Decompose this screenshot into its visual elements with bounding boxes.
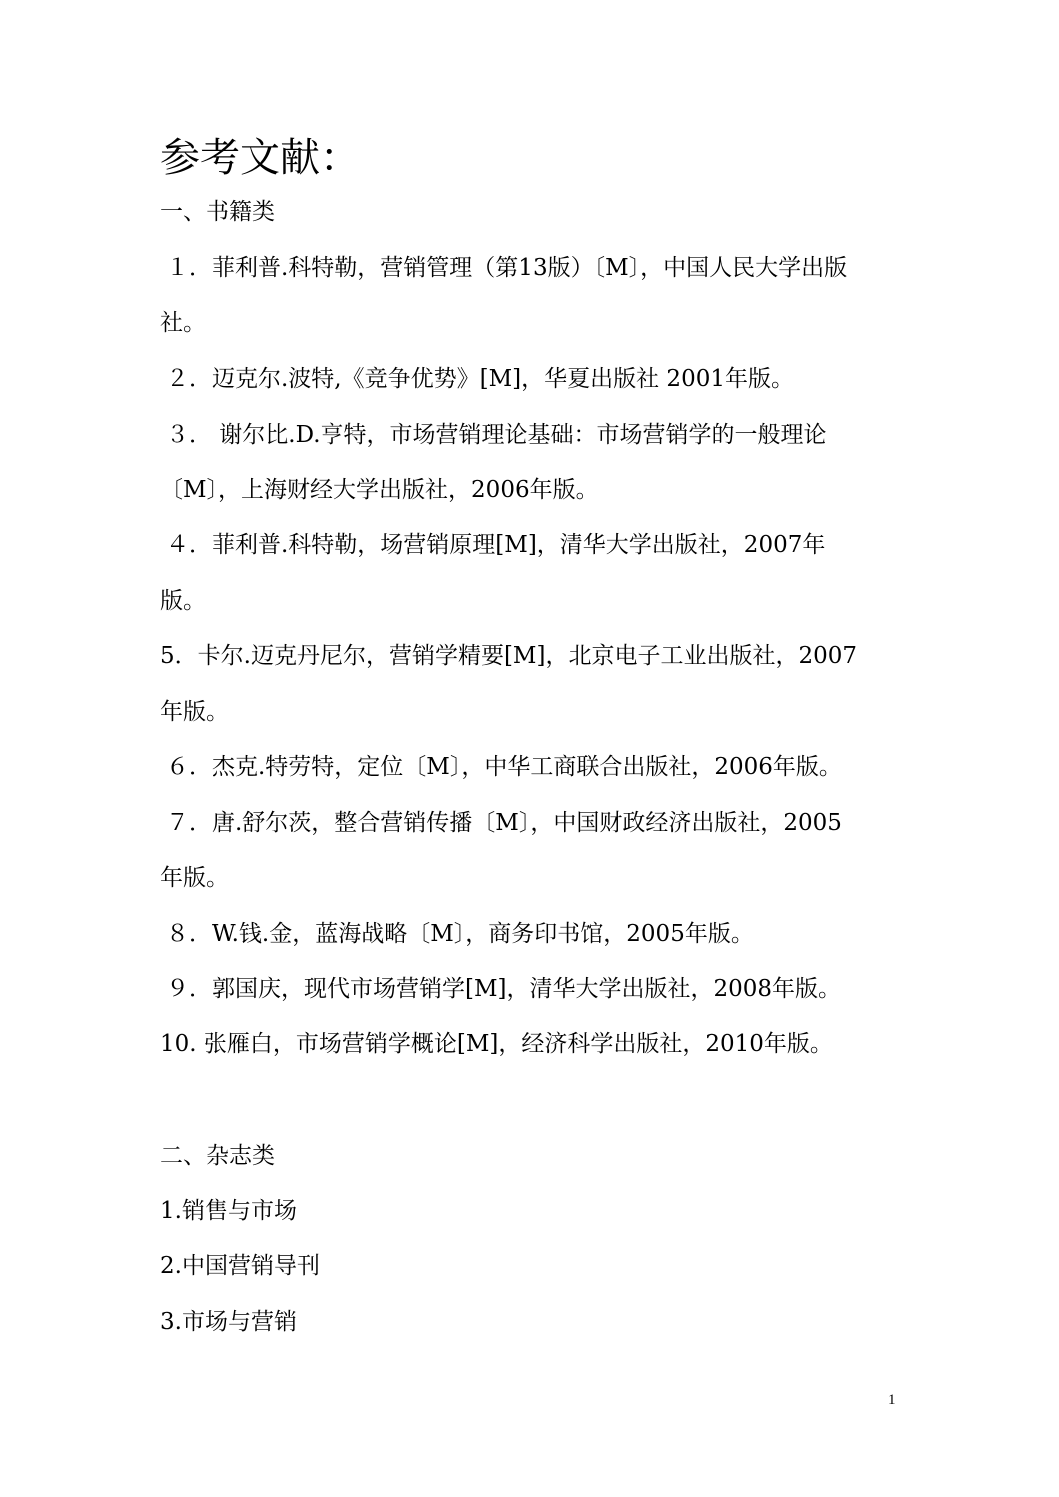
book-reference-2: ２．迈克尔.波特,《竞争优势》[M]，华夏出版社 2001年版。 [166,366,794,392]
book-reference-4-line-1: ４．菲利普.科特勒，场营销原理[M]，清华大学出版社，2007年 [166,532,826,558]
journal-item-3: 3.市场与营销 [160,1309,297,1335]
book-reference-5-line-1: 5．卡尔.迈克丹尼尔，营销学精要[M]，北京电子工业出版社，2007 [160,643,857,669]
book-reference-4-line-2: 版。 [160,588,206,614]
book-reference-6: ６．杰克.特劳特，定位〔M〕，中华工商联合出版社，2006年版。 [166,754,842,780]
page-number: 1 [888,1392,896,1408]
book-reference-8: ８．W.钱.金，蓝海战略〔M〕，商务印书馆，2005年版。 [166,921,754,947]
book-reference-3-line-2: 〔M〕，上海财经大学出版社，2006年版。 [160,477,599,503]
book-reference-7-line-2: 年版。 [160,865,229,891]
journal-item-2: 2.中国营销导刊 [160,1253,320,1279]
books-section-heading: 一、书籍类 [160,199,275,225]
book-reference-5-line-2: 年版。 [160,699,229,725]
page-title: 参考文献： [160,135,360,181]
book-reference-1-line-1: １．菲利普.科特勒，营销管理（第13版）〔M〕，中国人民大学出版 [166,255,848,281]
book-reference-10: 10. 张雁白，市场营销学概论[M]，经济科学出版社，2010年版。 [160,1031,833,1057]
journal-item-1: 1.销售与市场 [160,1198,297,1224]
book-reference-7-line-1: ７．唐.舒尔茨，整合营销传播〔M〕，中国财政经济出版社，2005 [166,810,842,836]
book-reference-9: ９．郭国庆，现代市场营销学[M]，清华大学出版社，2008年版。 [166,976,842,1002]
journals-section-heading: 二、杂志类 [160,1143,275,1169]
book-reference-1-line-2: 社。 [160,310,206,336]
book-reference-3-line-1: ３． 谢尔比.D.亨特，市场营销理论基础：市场营销学的一般理论 [166,422,827,448]
